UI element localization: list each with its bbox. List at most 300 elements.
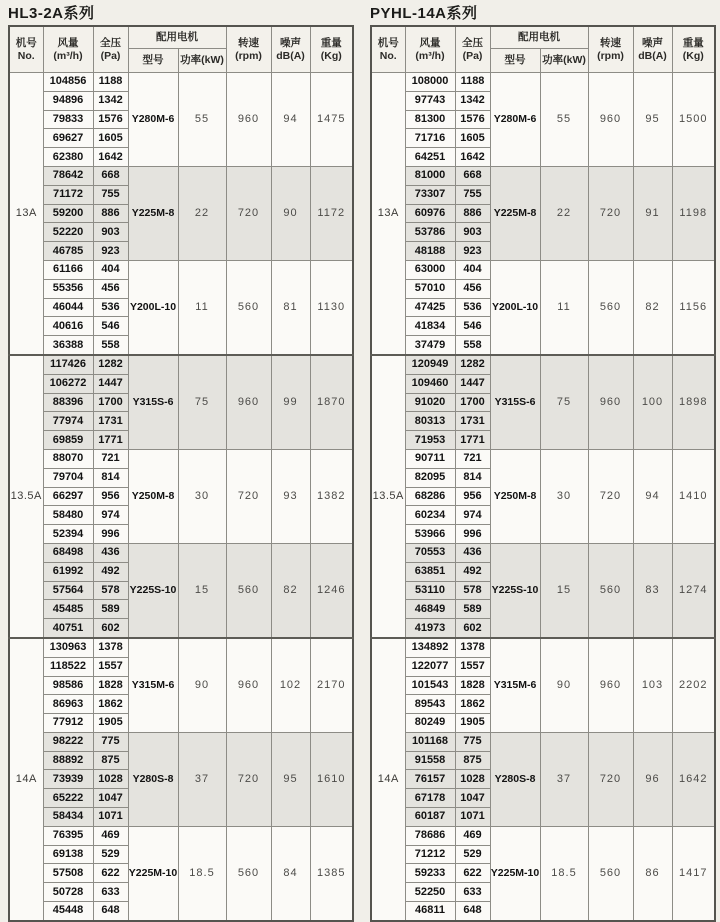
flow-value: 60976 [405, 204, 455, 223]
noise-value: 94 [271, 73, 310, 167]
flow-value: 62380 [43, 148, 93, 167]
table-row [371, 449, 715, 468]
flow-value: 45448 [43, 902, 93, 921]
flow-value: 130963 [43, 638, 93, 657]
pressure-value: 721 [455, 449, 490, 468]
power-value: 37 [178, 732, 226, 826]
weight-value: 1246 [310, 543, 353, 637]
noise-value: 83 [633, 543, 672, 637]
motor-type-value: Y225S-10 [490, 543, 540, 637]
table-row [371, 355, 715, 374]
flow-value: 82095 [405, 468, 455, 487]
flow-value: 41973 [405, 619, 455, 638]
table-row [9, 260, 353, 279]
weight-value: 2202 [672, 638, 715, 732]
pressure-value: 1771 [93, 431, 128, 450]
pressure-value: 1378 [93, 638, 128, 657]
power-value: 55 [540, 73, 588, 167]
speed-value: 560 [226, 826, 271, 920]
table-row [9, 638, 353, 657]
motor-type-value: Y315S-6 [128, 355, 178, 449]
flow-value: 48188 [405, 242, 455, 261]
pressure-value: 529 [455, 845, 490, 864]
flow-value: 68498 [43, 543, 93, 562]
noise-value: 84 [271, 826, 310, 920]
pressure-value: 578 [455, 581, 490, 600]
flow-value: 66297 [43, 487, 93, 506]
flow-value: 53110 [405, 581, 455, 600]
pressure-value: 903 [93, 223, 128, 242]
pressure-value: 546 [455, 317, 490, 336]
pressure-value: 886 [93, 204, 128, 223]
table-row [371, 543, 715, 562]
power-value: 18.5 [178, 826, 226, 920]
col-header-weight: 重量 (Kg) [672, 26, 715, 73]
weight-value: 1385 [310, 826, 353, 920]
table-row [9, 73, 353, 92]
pressure-value: 1028 [455, 770, 490, 789]
flow-value: 55356 [43, 279, 93, 298]
pressure-value: 1576 [93, 110, 128, 129]
motor-type-value: Y250M-8 [490, 449, 540, 543]
speed-value: 960 [588, 73, 633, 167]
col-header-noise: 噪声 dB(A) [271, 26, 310, 73]
pressure-value: 668 [93, 166, 128, 185]
col-header-power: 功率(kW) [178, 49, 226, 73]
col-header-power: 功率(kW) [540, 49, 588, 73]
noise-value: 86 [633, 826, 672, 920]
power-value: 15 [540, 543, 588, 637]
flow-value: 120949 [405, 355, 455, 374]
motor-type-value: Y225S-10 [128, 543, 178, 637]
table-header [371, 26, 715, 73]
flow-value: 50728 [43, 883, 93, 902]
col-header-speed: 转速 (rpm) [226, 26, 271, 73]
flow-value: 47425 [405, 298, 455, 317]
weight-value: 1172 [310, 166, 353, 260]
noise-value: 90 [271, 166, 310, 260]
pressure-value: 974 [93, 506, 128, 525]
motor-type-value: Y225M-10 [490, 826, 540, 920]
flow-value: 71716 [405, 129, 455, 148]
motor-type-value: Y315M-6 [128, 638, 178, 732]
flow-value: 77912 [43, 714, 93, 733]
speed-value: 960 [226, 355, 271, 449]
noise-value: 82 [271, 543, 310, 637]
flow-value: 46785 [43, 242, 93, 261]
speed-value: 720 [226, 449, 271, 543]
spec-table [8, 25, 354, 922]
table-row [9, 449, 353, 468]
motor-type-value: Y225M-8 [128, 166, 178, 260]
table-body [9, 73, 353, 921]
table-row [9, 732, 353, 751]
spec-table [370, 25, 716, 922]
noise-value: 81 [271, 260, 310, 354]
flow-value: 60187 [405, 808, 455, 827]
flow-value: 94896 [43, 91, 93, 110]
table-body [371, 73, 715, 921]
flow-value: 90711 [405, 449, 455, 468]
col-header-flow: 风量 (m³/h) [405, 26, 455, 73]
weight-value: 1410 [672, 449, 715, 543]
weight-value: 1642 [672, 732, 715, 826]
pressure-value: 633 [455, 883, 490, 902]
flow-value: 69627 [43, 129, 93, 148]
flow-value: 122077 [405, 657, 455, 676]
flow-value: 52220 [43, 223, 93, 242]
table-header [9, 26, 353, 73]
motor-type-value: Y280M-6 [128, 73, 178, 167]
flow-value: 69138 [43, 845, 93, 864]
flow-value: 71212 [405, 845, 455, 864]
flow-value: 59233 [405, 864, 455, 883]
flow-value: 106272 [43, 374, 93, 393]
flow-value: 63851 [405, 562, 455, 581]
pressure-value: 1071 [455, 808, 490, 827]
pressure-value: 1642 [93, 148, 128, 167]
pressure-value: 1447 [455, 374, 490, 393]
power-value: 22 [540, 166, 588, 260]
pressure-value: 622 [455, 864, 490, 883]
weight-value: 1274 [672, 543, 715, 637]
pressure-value: 1700 [93, 393, 128, 412]
pressure-value: 1642 [455, 148, 490, 167]
flow-value: 97743 [405, 91, 455, 110]
pressure-value: 956 [455, 487, 490, 506]
pressure-value: 775 [93, 732, 128, 751]
motor-type-value: Y280S-8 [128, 732, 178, 826]
flow-value: 46044 [43, 298, 93, 317]
header-row-1 [9, 26, 353, 49]
pressure-value: 1557 [455, 657, 490, 676]
flow-value: 104856 [43, 73, 93, 92]
header-row-1 [371, 26, 715, 49]
table-row [371, 73, 715, 92]
motor-type-value: Y225M-8 [490, 166, 540, 260]
flow-value: 81000 [405, 166, 455, 185]
pressure-value: 1828 [93, 676, 128, 695]
pressure-value: 1828 [455, 676, 490, 695]
weight-value: 1382 [310, 449, 353, 543]
pressure-value: 923 [93, 242, 128, 261]
pressure-value: 1905 [93, 714, 128, 733]
speed-value: 720 [226, 166, 271, 260]
pressure-value: 404 [455, 260, 490, 279]
pressure-value: 755 [93, 185, 128, 204]
speed-value: 720 [588, 449, 633, 543]
noise-value: 93 [271, 449, 310, 543]
weight-value: 1417 [672, 826, 715, 920]
flow-value: 134892 [405, 638, 455, 657]
flow-value: 40616 [43, 317, 93, 336]
pressure-value: 589 [455, 600, 490, 619]
col-header-noise: 噪声 dB(A) [633, 26, 672, 73]
flow-value: 73939 [43, 770, 93, 789]
power-value: 90 [540, 638, 588, 732]
motor-type-value: Y200L-10 [128, 260, 178, 354]
pressure-value: 886 [455, 204, 490, 223]
pressure-value: 775 [455, 732, 490, 751]
noise-value: 100 [633, 355, 672, 449]
flow-value: 45485 [43, 600, 93, 619]
pressure-value: 956 [93, 487, 128, 506]
power-value: 90 [178, 638, 226, 732]
flow-value: 53966 [405, 525, 455, 544]
flow-value: 59200 [43, 204, 93, 223]
flow-value: 60234 [405, 506, 455, 525]
pressure-value: 536 [93, 298, 128, 317]
flow-value: 91020 [405, 393, 455, 412]
weight-value: 1500 [672, 73, 715, 167]
pressure-value: 1862 [455, 695, 490, 714]
weight-value: 1156 [672, 260, 715, 354]
flow-value: 37479 [405, 336, 455, 355]
col-header-speed: 转速 (rpm) [588, 26, 633, 73]
motor-type-value: Y315S-6 [490, 355, 540, 449]
pressure-value: 903 [455, 223, 490, 242]
speed-value: 720 [226, 732, 271, 826]
weight-value: 1475 [310, 73, 353, 167]
noise-value: 96 [633, 732, 672, 826]
col-header-motor-type: 型号 [128, 49, 178, 73]
speed-value: 720 [588, 732, 633, 826]
flow-value: 41834 [405, 317, 455, 336]
flow-value: 46849 [405, 600, 455, 619]
pressure-value: 1771 [455, 431, 490, 450]
table-row [9, 826, 353, 845]
flow-value: 88396 [43, 393, 93, 412]
flow-value: 77974 [43, 412, 93, 431]
pressure-value: 536 [455, 298, 490, 317]
col-header-model-no: 机号 No. [9, 26, 43, 73]
power-value: 22 [178, 166, 226, 260]
pressure-value: 1447 [93, 374, 128, 393]
flow-value: 98586 [43, 676, 93, 695]
speed-value: 960 [588, 355, 633, 449]
col-header-pressure: 全压 (Pa) [455, 26, 490, 73]
power-value: 55 [178, 73, 226, 167]
flow-value: 53786 [405, 223, 455, 242]
motor-type-value: Y280S-8 [490, 732, 540, 826]
table-row [371, 826, 715, 845]
speed-value: 960 [588, 638, 633, 732]
model-no-cell: 14A [9, 638, 43, 921]
weight-value: 1198 [672, 166, 715, 260]
pressure-value: 1071 [93, 808, 128, 827]
pressure-value: 668 [455, 166, 490, 185]
pressure-value: 648 [93, 902, 128, 921]
pressure-value: 996 [455, 525, 490, 544]
model-no-cell: 14A [371, 638, 405, 921]
noise-value: 102 [271, 638, 310, 732]
spec-table-right-host [370, 25, 716, 922]
pressure-value: 469 [455, 826, 490, 845]
pressure-value: 436 [93, 543, 128, 562]
flow-value: 78642 [43, 166, 93, 185]
table-block-pyhl-14a [370, 1, 716, 922]
speed-value: 560 [226, 260, 271, 354]
pressure-value: 456 [455, 279, 490, 298]
flow-value: 64251 [405, 148, 455, 167]
col-header-motor-group: 配用电机 [490, 26, 588, 49]
pressure-value: 578 [93, 581, 128, 600]
flow-value: 108000 [405, 73, 455, 92]
noise-value: 103 [633, 638, 672, 732]
flow-value: 78686 [405, 826, 455, 845]
pressure-value: 456 [93, 279, 128, 298]
pressure-value: 558 [455, 336, 490, 355]
flow-value: 73307 [405, 185, 455, 204]
table-row [371, 260, 715, 279]
pressure-value: 875 [455, 751, 490, 770]
flow-value: 76395 [43, 826, 93, 845]
noise-value: 94 [633, 449, 672, 543]
pressure-value: 1557 [93, 657, 128, 676]
pressure-value: 1188 [93, 73, 128, 92]
pressure-value: 529 [93, 845, 128, 864]
flow-value: 36388 [43, 336, 93, 355]
flow-value: 61166 [43, 260, 93, 279]
pressure-value: 602 [93, 619, 128, 638]
pressure-value: 589 [93, 600, 128, 619]
flow-value: 46811 [405, 902, 455, 921]
power-value: 18.5 [540, 826, 588, 920]
flow-value: 86963 [43, 695, 93, 714]
weight-value: 1898 [672, 355, 715, 449]
pressure-value: 755 [455, 185, 490, 204]
motor-type-value: Y250M-8 [128, 449, 178, 543]
pressure-value: 1731 [455, 412, 490, 431]
flow-value: 76157 [405, 770, 455, 789]
flow-value: 81300 [405, 110, 455, 129]
pressure-value: 648 [455, 902, 490, 921]
pressure-value: 633 [93, 883, 128, 902]
power-value: 15 [178, 543, 226, 637]
pressure-value: 1905 [455, 714, 490, 733]
weight-value: 1870 [310, 355, 353, 449]
model-no-cell: 13.5A [9, 355, 43, 638]
pressure-value: 492 [93, 562, 128, 581]
pressure-value: 721 [93, 449, 128, 468]
col-header-motor-type: 型号 [490, 49, 540, 73]
table-row [9, 355, 353, 374]
speed-value: 960 [226, 638, 271, 732]
col-header-weight: 重量 (Kg) [310, 26, 353, 73]
pressure-value: 1282 [455, 355, 490, 374]
pressure-value: 923 [455, 242, 490, 261]
flow-value: 101543 [405, 676, 455, 695]
power-value: 11 [540, 260, 588, 354]
flow-value: 65222 [43, 789, 93, 808]
table-row [9, 166, 353, 185]
spec-table-left-host [8, 25, 354, 922]
pressure-value: 1282 [93, 355, 128, 374]
pressure-value: 1047 [93, 789, 128, 808]
weight-value: 2170 [310, 638, 353, 732]
pressure-value: 1700 [455, 393, 490, 412]
pressure-value: 558 [93, 336, 128, 355]
flow-value: 89543 [405, 695, 455, 714]
flow-value: 118522 [43, 657, 93, 676]
flow-value: 79833 [43, 110, 93, 129]
speed-value: 560 [588, 826, 633, 920]
pressure-value: 1028 [93, 770, 128, 789]
speed-value: 960 [226, 73, 271, 167]
flow-value: 80249 [405, 714, 455, 733]
flow-value: 101168 [405, 732, 455, 751]
power-value: 11 [178, 260, 226, 354]
flow-value: 57564 [43, 581, 93, 600]
pressure-value: 1342 [93, 91, 128, 110]
pressure-value: 1378 [455, 638, 490, 657]
weight-value: 1130 [310, 260, 353, 354]
motor-type-value: Y200L-10 [490, 260, 540, 354]
pressure-value: 875 [93, 751, 128, 770]
noise-value: 82 [633, 260, 672, 354]
power-value: 30 [540, 449, 588, 543]
flow-value: 58434 [43, 808, 93, 827]
pressure-value: 404 [93, 260, 128, 279]
flow-value: 52250 [405, 883, 455, 902]
pressure-value: 1188 [455, 73, 490, 92]
speed-value: 720 [588, 166, 633, 260]
flow-value: 88892 [43, 751, 93, 770]
power-value: 75 [178, 355, 226, 449]
flow-value: 91558 [405, 751, 455, 770]
flow-value: 63000 [405, 260, 455, 279]
weight-value: 1610 [310, 732, 353, 826]
col-header-model-no: 机号 No. [371, 26, 405, 73]
col-header-pressure: 全压 (Pa) [93, 26, 128, 73]
model-no-cell: 13.5A [371, 355, 405, 638]
flow-value: 52394 [43, 525, 93, 544]
table-title-right: PYHL-14A系列 [370, 5, 478, 22]
speed-value: 560 [226, 543, 271, 637]
speed-value: 560 [588, 543, 633, 637]
power-value: 30 [178, 449, 226, 543]
pressure-value: 602 [455, 619, 490, 638]
pressure-value: 622 [93, 864, 128, 883]
pressure-value: 1576 [455, 110, 490, 129]
flow-value: 40751 [43, 619, 93, 638]
table-title-left: HL3-2A系列 [8, 5, 95, 22]
pressure-value: 1605 [455, 129, 490, 148]
flow-value: 57508 [43, 864, 93, 883]
pressure-value: 1342 [455, 91, 490, 110]
pressure-value: 546 [93, 317, 128, 336]
flow-value: 69859 [43, 431, 93, 450]
flow-value: 70553 [405, 543, 455, 562]
pressure-value: 436 [455, 543, 490, 562]
power-value: 37 [540, 732, 588, 826]
pressure-value: 814 [455, 468, 490, 487]
noise-value: 95 [633, 73, 672, 167]
table-row [371, 166, 715, 185]
table-row [9, 543, 353, 562]
flow-value: 80313 [405, 412, 455, 431]
motor-type-value: Y315M-6 [490, 638, 540, 732]
power-value: 75 [540, 355, 588, 449]
col-header-flow: 风量 (m³/h) [43, 26, 93, 73]
pressure-value: 974 [455, 506, 490, 525]
flow-value: 71172 [43, 185, 93, 204]
flow-value: 57010 [405, 279, 455, 298]
table-row [371, 638, 715, 657]
pressure-value: 1731 [93, 412, 128, 431]
noise-value: 91 [633, 166, 672, 260]
flow-value: 88070 [43, 449, 93, 468]
